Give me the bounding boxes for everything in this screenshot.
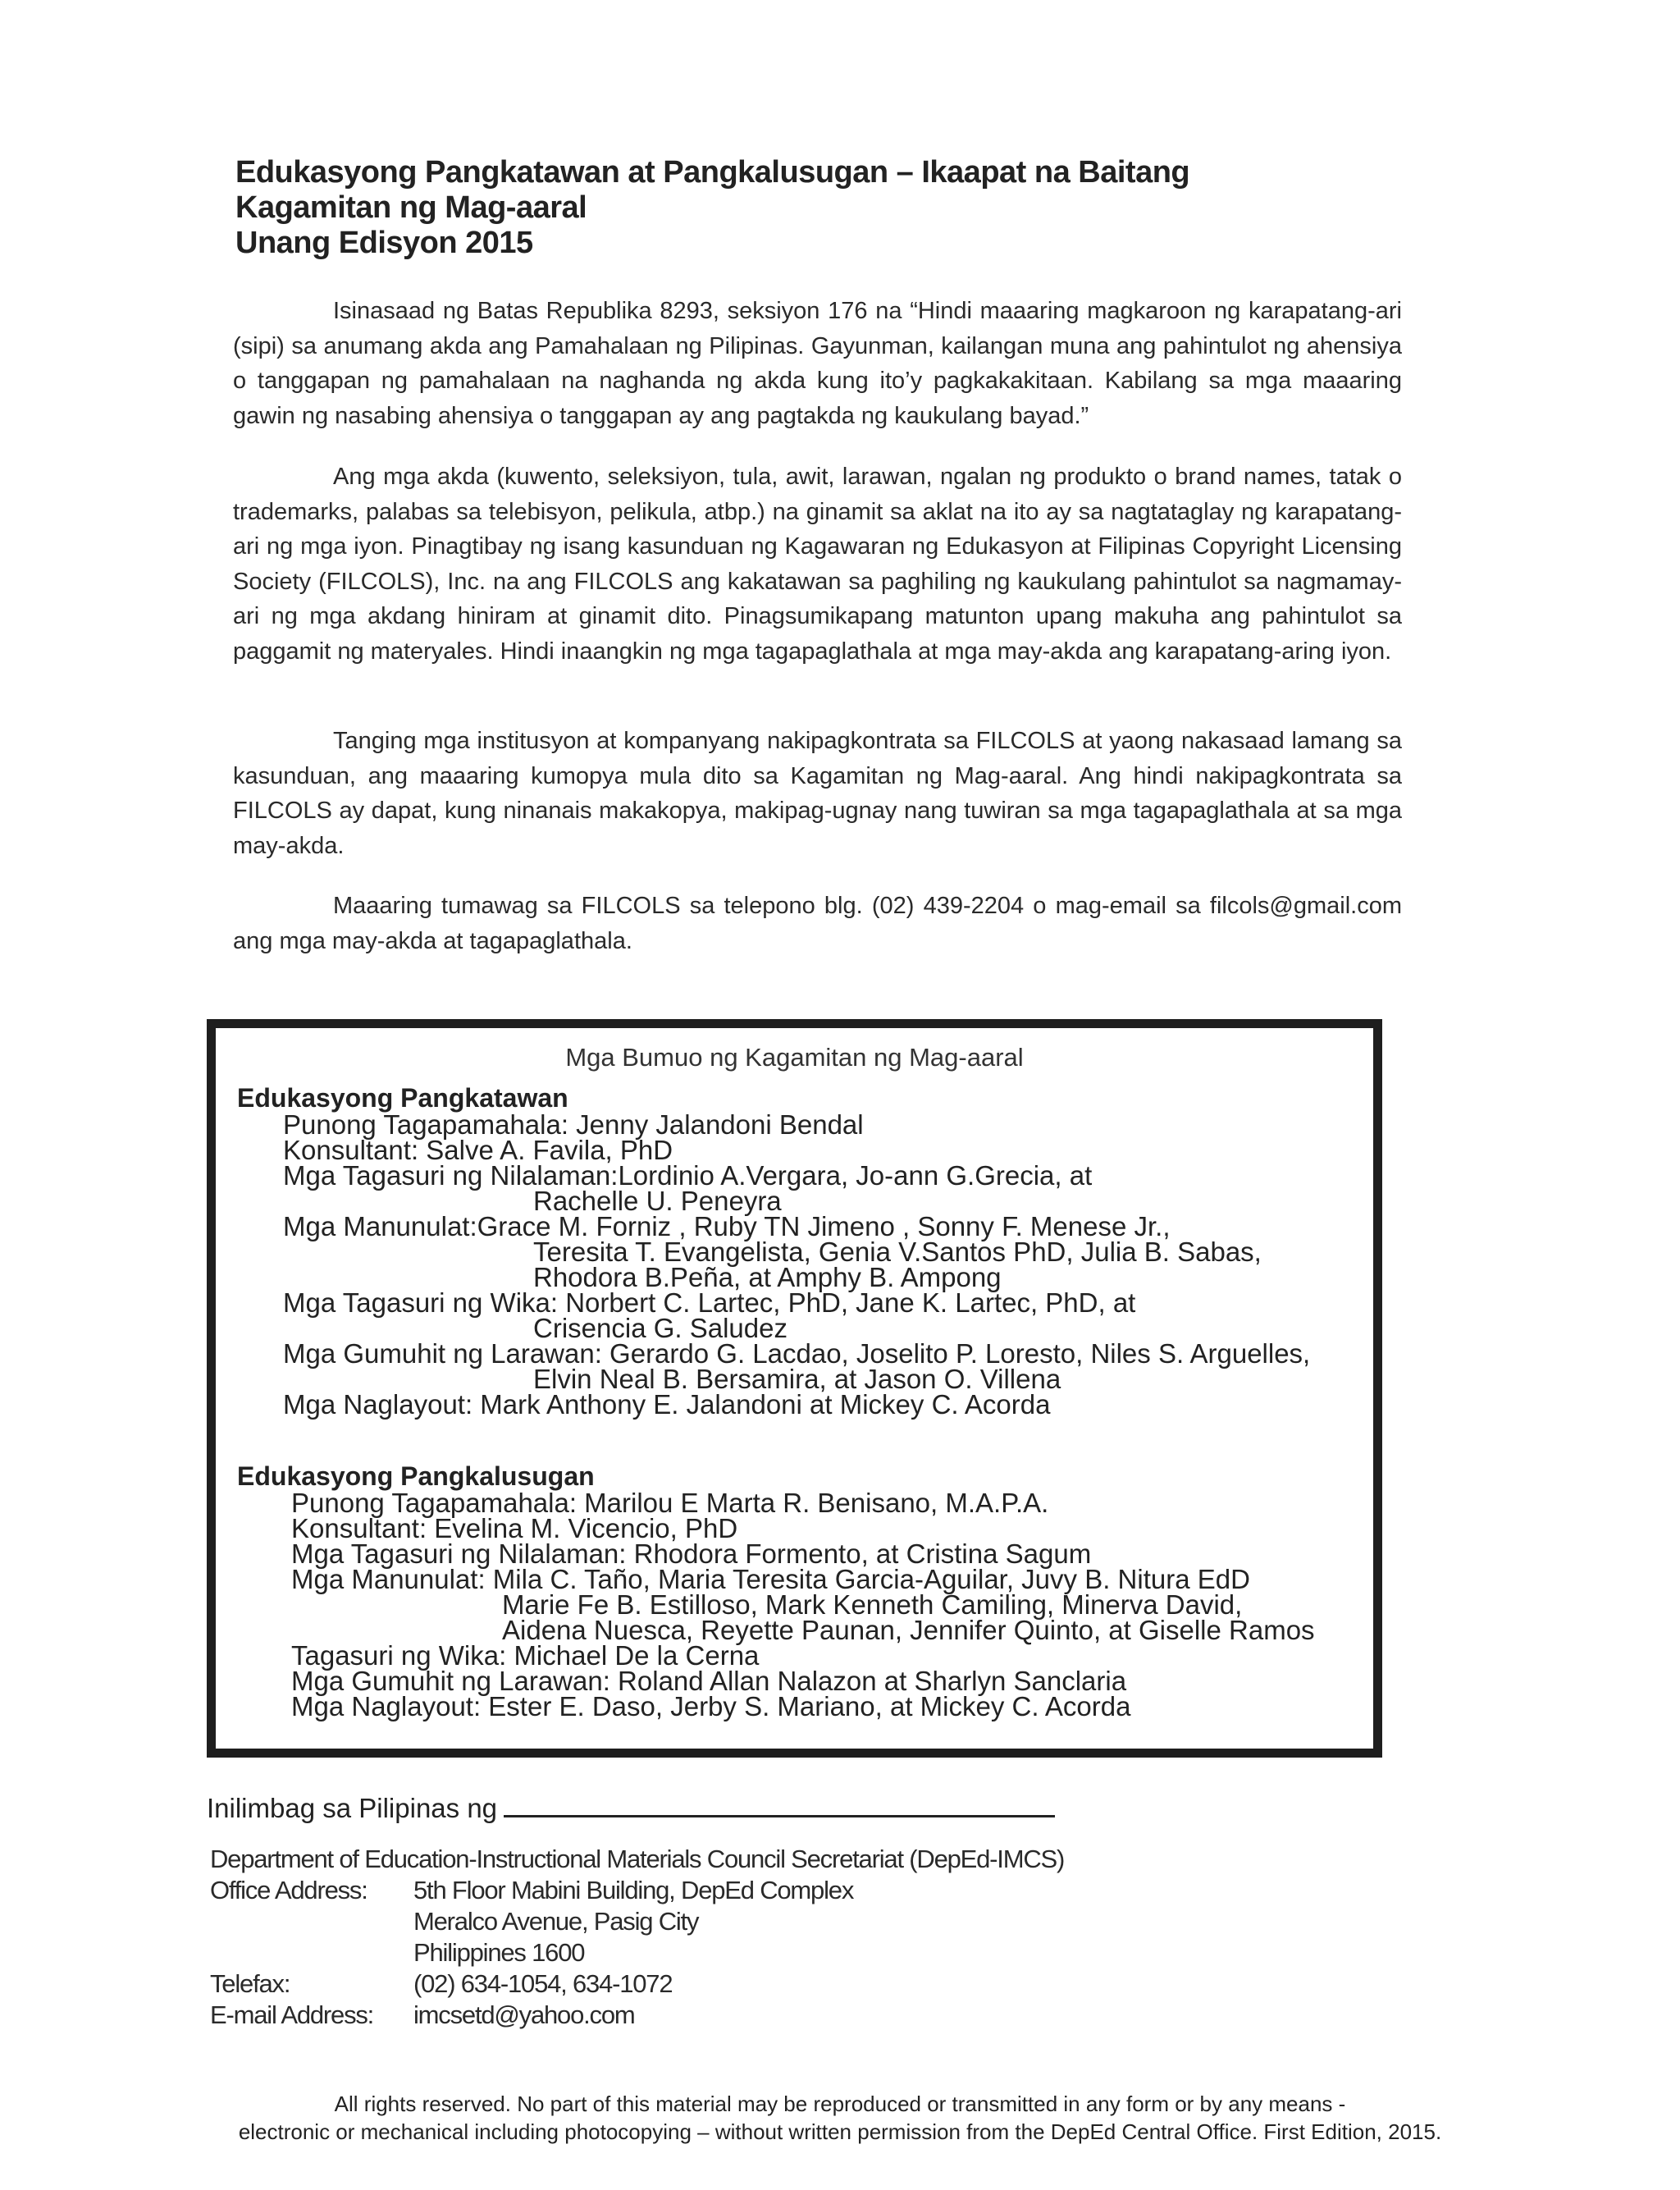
- credit-line: Teresita T. Evangelista, Genia V.Santos PhD, Julia B. Sabas,: [533, 1237, 1262, 1267]
- credit-line: Mga Tagasuri ng Nilalaman: Rhodora Formento, at Cristina Sagum: [291, 1538, 1092, 1569]
- credit-line: Mga Tagasuri ng Wika: Norbert C. Lartec, PhD, Jane K. Lartec, PhD, at: [283, 1287, 1136, 1318]
- credit-line: Marie Fe B. Estilloso, Mark Kenneth Camiling, Minerva David,: [502, 1589, 1243, 1620]
- credit-line: Aidena Nuesca, Reyette Paunan, Jennifer Quinto, at Giselle Ramos: [502, 1615, 1315, 1645]
- credit-line: Mga Tagasuri ng Nilalaman:Lordinio A.Vergara, Jo-ann G.Grecia, at: [283, 1160, 1093, 1191]
- credit-line: Mga Manunulat:Grace M. Forniz , Ruby TN Jimeno , Sonny F. Menese Jr.,: [283, 1211, 1171, 1241]
- printer-blank-line: [504, 1790, 1055, 1817]
- credit-line: Rachelle U. Peneyra: [533, 1186, 782, 1216]
- credit-line: Mga Naglayout: Ester E. Daso, Jerby S. Mariano, at Mickey C. Acorda: [291, 1691, 1131, 1721]
- credits-title: Mga Bumuo ng Kagamitan ng Mag-aaral: [565, 1043, 1024, 1072]
- rights-notice-line2: electronic or mechanical including photocopying – without written permission from the DepEd Central Office. First Edition, 2015.: [238, 2119, 1442, 2144]
- credit-line: Punong Tagapamahala: Jenny Jalandoni Bendal: [283, 1109, 864, 1140]
- credit-line: Elvin Neal B. Bersamira, at Jason O. Villena: [533, 1364, 1061, 1394]
- credit-line: Mga Gumuhit ng Larawan: Roland Allan Nalazon at Sharlyn Sanclaria: [291, 1666, 1127, 1696]
- credit-line: Konsultant: Salve A. Favila, PhD: [283, 1135, 673, 1165]
- telefax-label: Telefax:: [210, 1969, 290, 1998]
- edition-label: Unang Edisyon 2015: [235, 226, 533, 260]
- credits-box: [207, 1019, 1382, 1758]
- copyright-paragraph-2: Ang mga akda (kuwento, seleksiyon, tula, awit, larawan, ngalan ng produkto o brand names, tatak o trademarks, palabas sa telebisyon, pelikula, atbp.) na ginamit sa aklat na ito ay sa nagtataglay ng karapatang-ari ng mga iyon. Pinagtibay ng isang kasunduan ng Kagawaran ng Edukasyon at Filipinas Copyright Licensing Society (FILCOLS), Inc. na ang FILCOLS ang kakatawan sa paghiling ng kaukulang pahintulot sa nagmamay-ari ng mga akdang hiniram at ginamit dito. Pinagsumikapang matunton upang makuha ang pahintulot sa paggamit ng materyales. Hindi inaangkin ng mga tagapaglathala at mga may-akda ang karapatang-aring iyon.: [233, 464, 1402, 665]
- printed-in-label: Inilimbag sa Pilipinas ng: [207, 1793, 498, 1823]
- section-heading-pangkalusugan: Edukasyong Pangkalusugan: [237, 1461, 595, 1491]
- contact-paragraph: Maaaring tumawag sa FILCOLS sa telepono blg. (02) 439-2204 o mag-email sa filcols@gmail.com ang mga may-akda at tagapaglathala.: [233, 893, 1402, 954]
- credit-line: Mga Gumuhit ng Larawan: Gerardo G. Lacdao, Joselito P. Loresto, Niles S. Arguelles,: [283, 1338, 1311, 1369]
- credit-line: Mga Manunulat: Mila C. Taño, Maria Teresita Garcia-Aguilar, Juvy B. Nitura EdD: [291, 1564, 1250, 1594]
- printed-in: [207, 1790, 1055, 1824]
- credit-line: Mga Naglayout: Mark Anthony E. Jalandoni at Mickey C. Acorda: [283, 1389, 1051, 1420]
- office-address-line: 5th Floor Mabini Building, DepEd Complex: [413, 1876, 854, 1904]
- email-value: imcsetd@yahoo.com: [413, 2000, 635, 2029]
- copyright-paragraph-1: Isinasaad ng Batas Republika 8293, seksiyon 176 na “Hindi maaaring magkaroon ng karapatang-ari (sipi) sa anumang akda ang Pamahalaan ng Pilipinas. Gayunman, kailangan muna ang pahintulot ng ahensiya o tanggapan ng pamahalaan na naghanda ng akda kung ito’y pagkakakitaan. Kabilang sa mga maaaring gawin ng nasabing ahensiya o tanggapan ay ang pagtakda ng kaukulang bayad.”: [233, 298, 1402, 429]
- book-title: Edukasyong Pangkatawan at Pangkalusugan – Ikaapat na Baitang: [235, 155, 1190, 190]
- book-subtitle: Kagamitan ng Mag-aaral: [235, 190, 587, 225]
- copyright-paragraph-3: Tanging mga institusyon at kompanyang nakipagkontrata sa FILCOLS at yaong nakasaad lamang sa kasunduan, ang maaaring kumopya mula dito sa Kagamitan ng Mag-aaral. Ang hindi nakipagkontrata sa FILCOLS ay dapat, kung ninanais makakopya, makipag-ugnay nang tuwiran sa mga tagapaglathala at sa mga may-akda.: [233, 728, 1402, 859]
- credit-line: Konsultant: Evelina M. Vicencio, PhD: [291, 1513, 738, 1543]
- credit-line: Rhodora B.Peña, at Amphy B. Ampong: [533, 1262, 1002, 1292]
- credit-line: Punong Tagapamahala: Marilou E Marta R. Benisano, M.A.P.A.: [291, 1488, 1049, 1518]
- rights-notice-line1: All rights reserved. No part of this material may be reproduced or transmitted in any form or by any means -: [334, 2092, 1346, 2116]
- credit-line: Crisencia G. Saludez: [533, 1313, 788, 1343]
- office-org: Department of Education-Instructional Materials Council Secretariat (DepEd-IMCS): [210, 1845, 1065, 1873]
- section-heading-pangkatawan: Edukasyong Pangkatawan: [237, 1083, 568, 1113]
- office-address-line: Philippines 1600: [413, 1938, 585, 1967]
- telefax-value: (02) 634-1054, 634-1072: [413, 1969, 673, 1998]
- credit-line: Tagasuri ng Wika: Michael De la Cerna: [291, 1640, 760, 1671]
- office-address-line: Meralco Avenue, Pasig City: [413, 1907, 699, 1936]
- office-address-label: Office Address:: [210, 1876, 368, 1904]
- email-label: E-mail Address:: [210, 2000, 374, 2029]
